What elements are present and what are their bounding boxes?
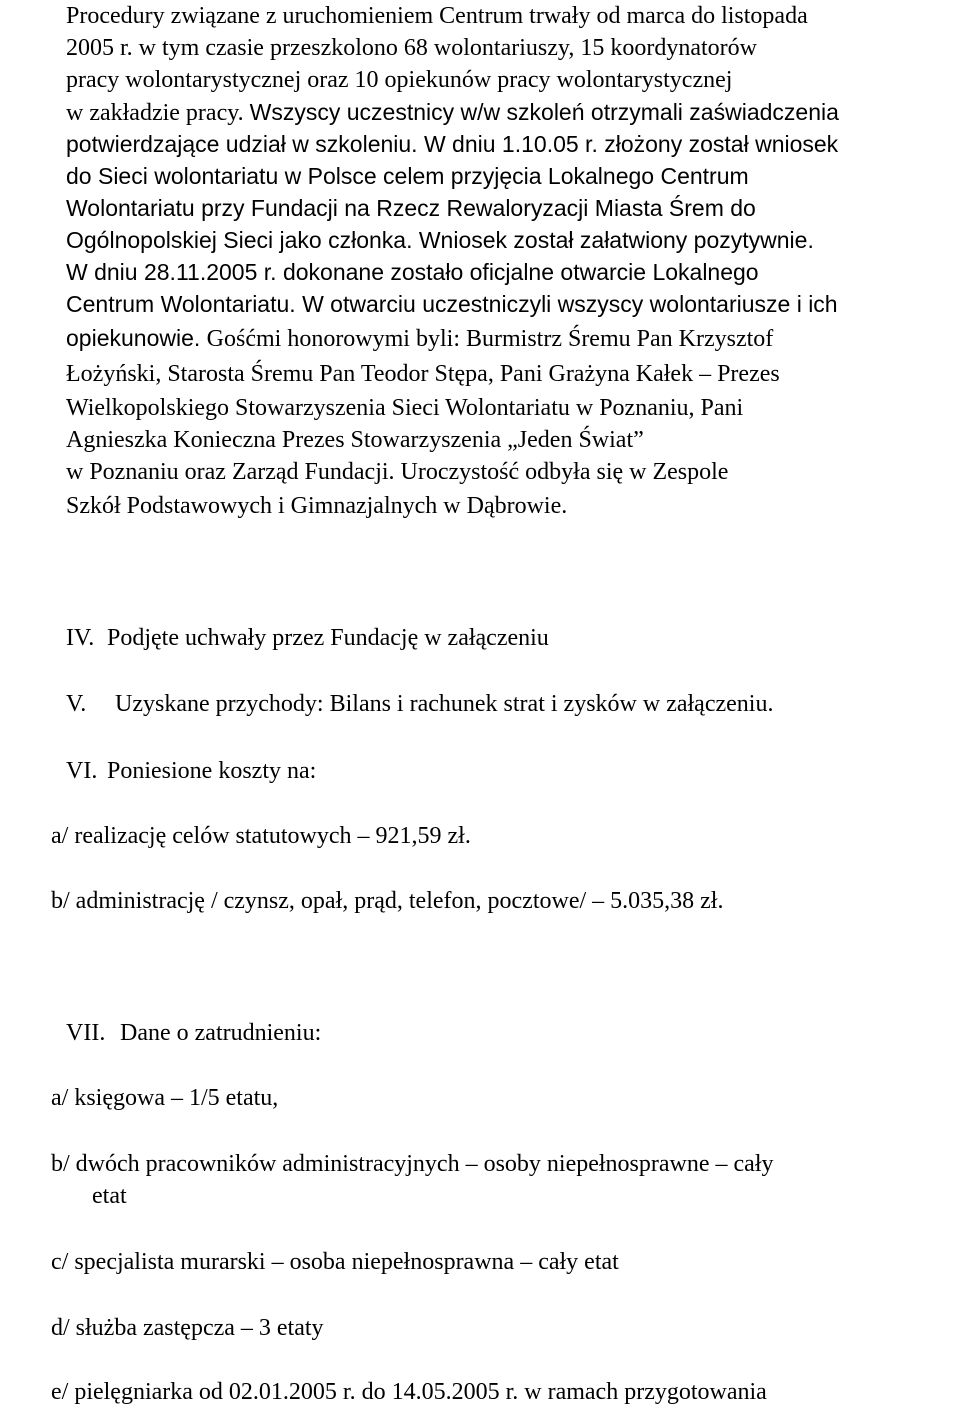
paragraph-line-part: w zakładzie pracy. — [66, 100, 250, 126]
section-text: Podjęte uchwały przez Fundację w załączeniu — [107, 625, 549, 651]
employment-item: e/ pielęgniarka od 02.01.2005 r. do 14.05.2005 r. w ramach przygotowania — [51, 1379, 767, 1405]
paragraph-line-part: Wszyscy uczestnicy w/w szkoleń otrzymali zaświadczenia — [249, 99, 839, 125]
section-vii — [66, 1017, 321, 1049]
section-number: V. — [66, 691, 87, 717]
paragraph-line: Łożyński, Starosta Śremu Pan Teodor Stępa, Pani Grażyna Kałek – Prezes — [66, 361, 780, 387]
paragraph-line-part: Gośćmi honorowymi byli: Burmistrz Śremu Pan Krzysztof — [206, 326, 774, 352]
paragraph-line: Wolontariatu przy Fundacji na Rzecz Rewaloryzacji Miasta Śrem do — [66, 195, 756, 221]
section-text: Poniesione koszty na: — [107, 758, 317, 784]
paragraph-line: Ogólnopolskiej Sieci jako członka. Wniosek został załatwiony pozytywnie. — [66, 227, 814, 253]
paragraph-line-part: opiekunowie. — [66, 325, 207, 351]
section-text: Dane o zatrudnieniu: — [120, 1020, 322, 1046]
paragraph-line — [66, 96, 839, 129]
section-iv — [66, 622, 549, 654]
employment-item: a/ księgowa – 1/5 etatu, — [51, 1085, 279, 1111]
paragraph-line: 2005 r. w tym czasie przeszkolono 68 wolontariuszy, 15 koordynatorów — [66, 35, 757, 61]
section-v — [66, 688, 773, 720]
employment-item: d/ służba zastępcza – 3 etaty — [51, 1315, 324, 1341]
cost-item-statutory: a/ realizację celów statutowych – 921,59 zł. — [51, 823, 471, 849]
paragraph-line: Wielkopolskiego Stowarzyszenia Sieci Wolontariatu w Poznaniu, Pani — [66, 395, 744, 421]
paragraph-line: Procedury związane z uruchomieniem Centrum trwały od marca do listopada — [66, 3, 808, 29]
section-number: VII. — [66, 1020, 106, 1046]
paragraph-line: potwierdzające udział w szkoleniu. W dniu 1.10.05 r. złożony został wniosek — [66, 131, 839, 157]
section-vi — [66, 755, 316, 787]
paragraph-line: pracy wolontarystycznej oraz 10 opiekunów pracy wolontarystycznej — [66, 67, 733, 93]
paragraph-line: W dniu 28.11.2005 r. dokonane zostało oficjalne otwarcie Lokalnego — [66, 259, 759, 285]
employment-item: b/ dwóch pracowników administracyjnych – osoby niepełnosprawne – cały — [51, 1151, 774, 1177]
section-number: IV. — [66, 625, 95, 651]
section-text: Uzyskane przychody: Bilans i rachunek strat i zysków w załączeniu. — [115, 691, 774, 717]
paragraph-line: Centrum Wolontariatu. W otwarciu uczestniczyli wszyscy wolontariusze i ich — [66, 291, 838, 317]
paragraph-line: Agnieszka Konieczna Prezes Stowarzyszenia „Jeden Świat” — [66, 427, 644, 453]
cost-item-administration: b/ administrację / czynsz, opał, prąd, telefon, pocztowe/ – 5.035,38 zł. — [51, 888, 724, 914]
employment-item-continuation: etat — [92, 1183, 127, 1209]
section-number: VI. — [66, 758, 98, 784]
paragraph-line: Szkół Podstawowych i Gimnazjalnych w Dąbrowie. — [66, 493, 568, 519]
paragraph-line: w Poznaniu oraz Zarząd Fundacji. Uroczystość odbyła się w Zespole — [66, 459, 729, 485]
employment-item: c/ specjalista murarski – osoba niepełnosprawna – cały etat — [51, 1249, 619, 1275]
paragraph-line: do Sieci wolontariatu w Polsce celem przyjęcia Lokalnego Centrum — [66, 163, 749, 189]
paragraph-line — [66, 322, 773, 355]
